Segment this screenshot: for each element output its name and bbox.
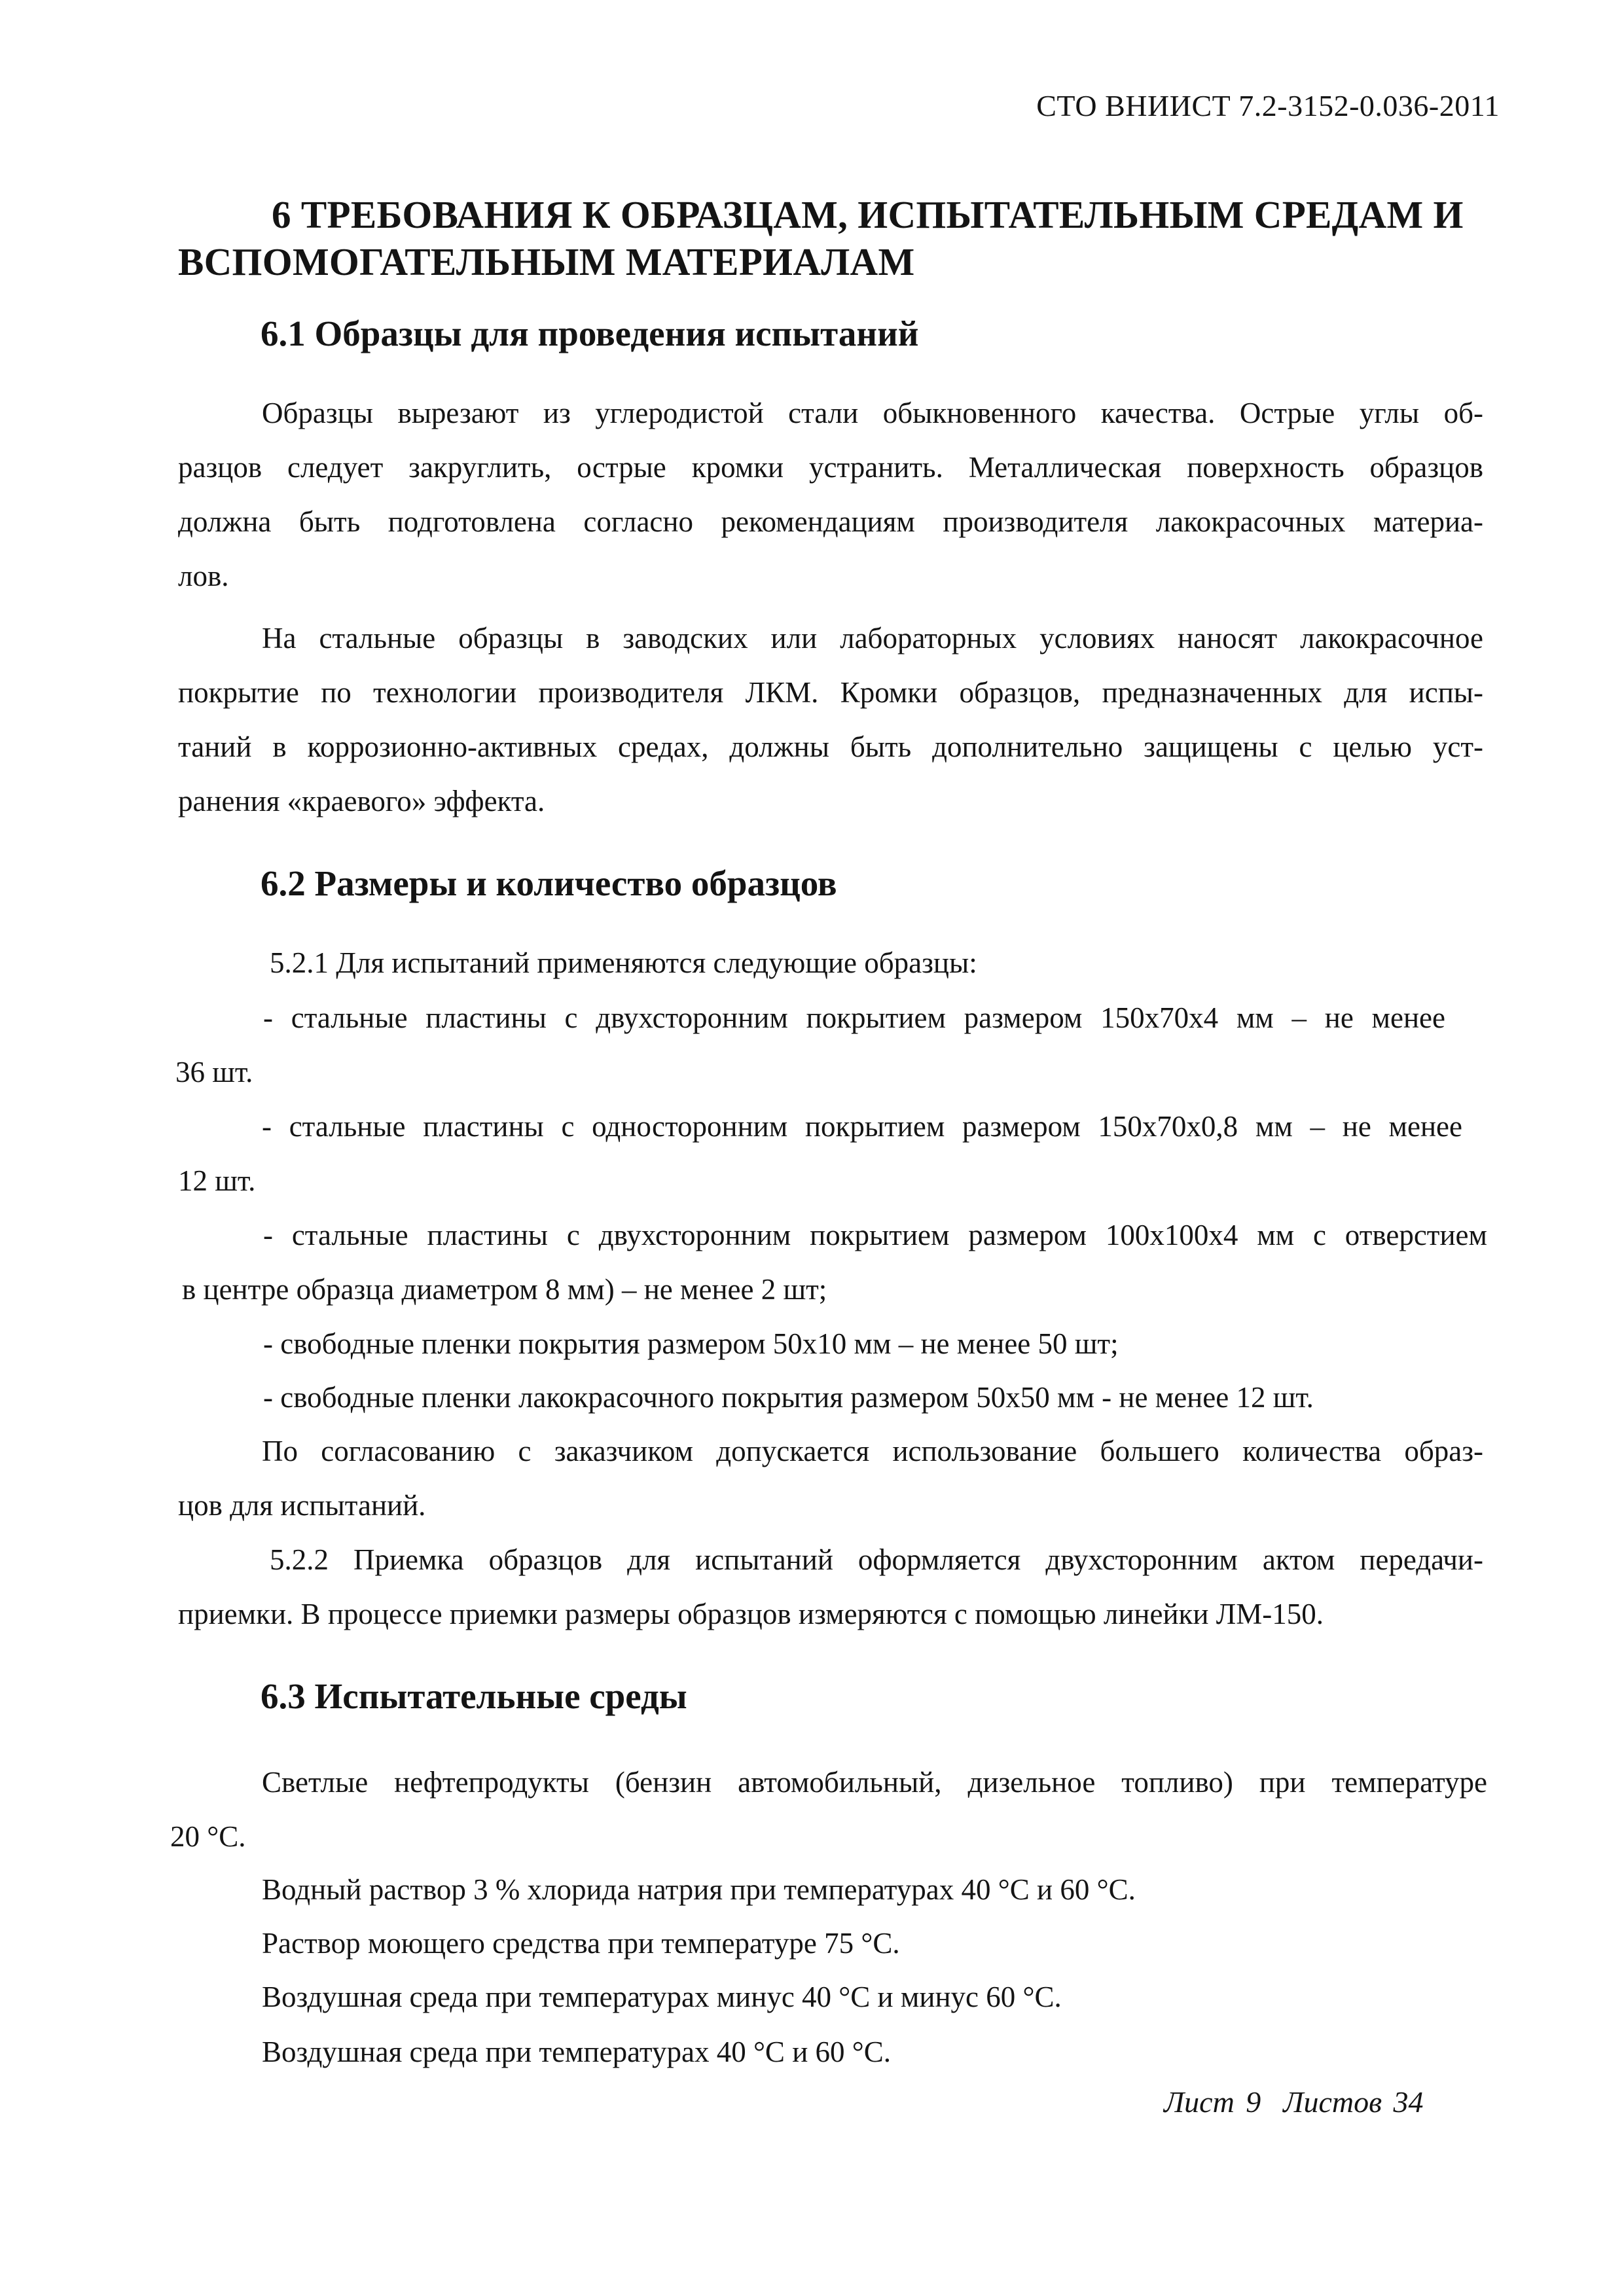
text-line: Светлые нефтепродукты (бензин автомобильный, дизельное топливо) при температуре (262, 1766, 1487, 1799)
text-line: - свободные пленки лакокрасочного покрытия размером 50х50 мм - не менее 12 шт. (263, 1381, 1314, 1414)
sheets-total: Листов 34 (1283, 2085, 1424, 2119)
section-6-title-line1: 6 ТРЕБОВАНИЯ К ОБРАЗЦАМ, ИСПЫТАТЕЛЬНЫМ СРЕДАМ И (272, 193, 1464, 236)
document-code: СТО ВНИИСТ 7.2-3152-0.036-2011 (1036, 89, 1500, 122)
paragraph-5-2-2 (178, 1533, 1483, 1641)
paragraph-6-3-4 (262, 1970, 1062, 2024)
text-line: - стальные пластины с двухсторонним покрытием размером 100х100х4 мм с отверстием (263, 1219, 1487, 1251)
text-line: приемки. В процессе приемки размеры образцов измеряются с помощью линейки ЛМ-150. (178, 1598, 1324, 1630)
section-6-title-line2: ВСПОМОГАТЕЛЬНЫМ МАТЕРИАЛАМ (178, 240, 915, 283)
list-item-4 (263, 1317, 1119, 1371)
text-line: покрытие по технологии производителя ЛКМ. Кромки образцов, предназначенных для испы- (178, 676, 1483, 709)
text-line: - свободные пленки покрытия размером 50х10 мм – не менее 50 шт; (263, 1327, 1119, 1360)
paragraph-6-3-5 (262, 2025, 891, 2079)
text-line: Воздушная среда при температурах минус 40 °С и минус 60 °С. (262, 1981, 1062, 2013)
text-line: должна быть подготовлена согласно рекомендациям производителя лакокрасочных материа- (178, 505, 1483, 538)
sheet-number: Лист 9 (1164, 2085, 1261, 2119)
paragraph-6-3-1 (170, 1755, 1487, 1864)
text-line: 5.2.2 Приемка образцов для испытаний оформляется двухсторонним актом передачи- (270, 1543, 1483, 1576)
paragraph-6-1-2 (178, 611, 1483, 829)
text-line: Раствор моющего средства при температуре 75 °С. (262, 1927, 900, 1960)
heading-6-2: 6.2 Размеры и количество образцов (261, 863, 837, 903)
paragraph-6-1-1 (178, 386, 1483, 603)
paragraph-agreement (178, 1424, 1483, 1533)
paragraph-6-3-3 (262, 1916, 900, 1971)
text-line: ранения «краевого» эффекта. (178, 785, 545, 817)
text-line: 12 шт. (178, 1164, 256, 1197)
section-6-title (178, 191, 1487, 285)
text-line: 36 шт. (175, 1056, 253, 1088)
text-line: - стальные пластины с двухсторонним покрытием размером 150х70х4 мм – не менее (263, 1001, 1445, 1034)
text-line: Водный раствор 3 % хлорида натрия при температурах 40 °С и 60 °С. (262, 1873, 1136, 1906)
text-line: 20 °С. (170, 1820, 246, 1853)
list-item-5 (263, 1371, 1314, 1425)
intro-5-2-1 (270, 936, 977, 990)
text-line: По согласованию с заказчиком допускается использование большего количества образ- (262, 1435, 1483, 1467)
list-item-3 (182, 1208, 1487, 1317)
text-line: 5.2.1 Для испытаний применяются следующие образцы: (270, 946, 977, 979)
text-line: лов. (178, 560, 229, 592)
text-line: Воздушная среда при температурах 40 °С и 60 °С. (262, 2036, 892, 2068)
list-item-1 (175, 991, 1445, 1100)
text-line: цов для испытаний. (178, 1489, 426, 1522)
text-line: разцов следует закруглить, острые кромки устранить. Металлическая поверхность образцов (178, 451, 1483, 484)
heading-6-1: 6.1 Образцы для проведения испытаний (261, 314, 919, 353)
list-item-2 (178, 1100, 1462, 1208)
text-line: - стальные пластины с односторонним покрытием размером 150х70х0,8 мм – не менее (262, 1110, 1462, 1143)
text-line: таний в коррозионно-активных средах, должны быть дополнительно защищены с целью уст- (178, 730, 1483, 763)
heading-6-3: 6.3 Испытательные среды (261, 1676, 687, 1716)
text-line: Образцы вырезают из углеродистой стали обыкновенного качества. Острые углы об- (262, 397, 1483, 429)
text-line: На стальные образцы в заводских или лабораторных условиях наносят лакокрасочное (262, 622, 1483, 655)
paragraph-6-3-2 (262, 1863, 1136, 1917)
page-footer (1164, 2085, 1424, 2119)
text-line: в центре образца диаметром 8 мм) – не менее 2 шт; (182, 1273, 827, 1306)
